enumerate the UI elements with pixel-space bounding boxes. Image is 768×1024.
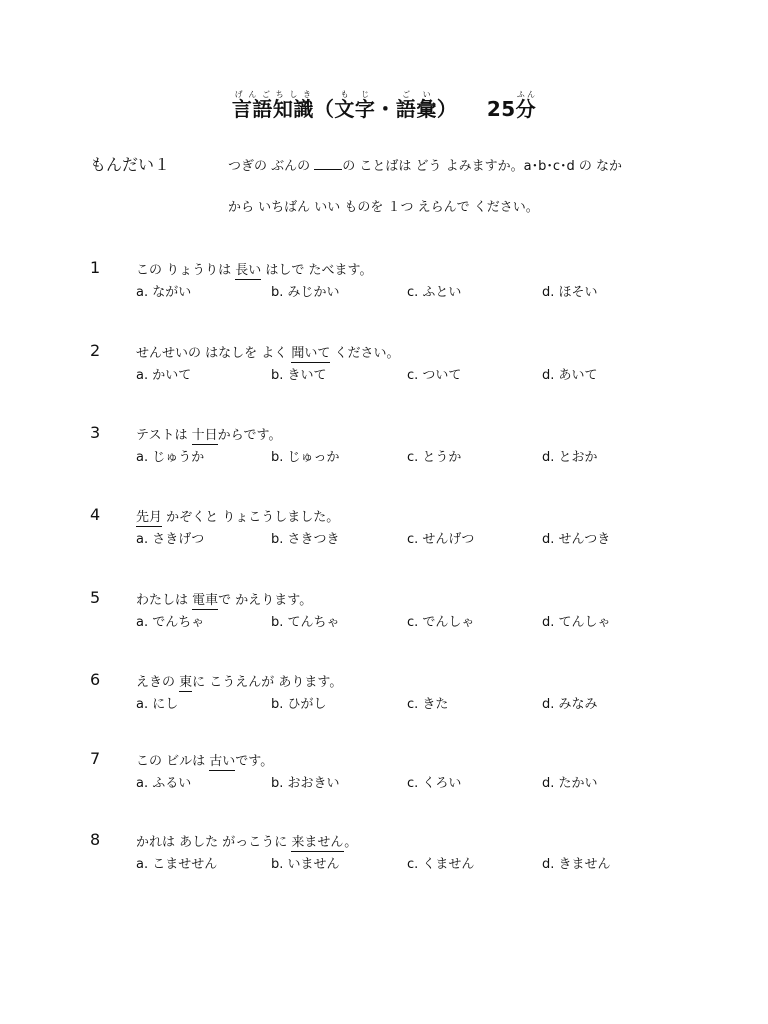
answer-option-d[interactable]: d. ほそい bbox=[542, 285, 598, 300]
underlined-word: 長い bbox=[235, 263, 262, 278]
question-number: 2 bbox=[90, 341, 101, 360]
answer-option-d[interactable]: d. みなみ bbox=[542, 697, 598, 712]
section-label: もんだい１ bbox=[90, 155, 171, 174]
question-number: 4 bbox=[90, 505, 101, 524]
answer-option-c[interactable]: c. ふとい bbox=[407, 285, 462, 300]
blank-line bbox=[314, 159, 342, 170]
answer-option-c[interactable]: c. くろい bbox=[407, 776, 462, 791]
answer-option-b[interactable]: b. さきつき bbox=[271, 532, 340, 547]
answer-option-c[interactable]: c. くません bbox=[407, 857, 475, 872]
answer-option-d[interactable]: d. きません bbox=[542, 857, 611, 872]
answer-option-b[interactable]: b. ひがし bbox=[271, 697, 327, 712]
question-text: テストは 十日からです。 bbox=[136, 428, 282, 443]
instruction-line-1: つぎの ぶんの の ことばは どう よみますか。a･b･c･d の なか bbox=[228, 159, 623, 174]
answer-option-d[interactable]: d. とおか bbox=[542, 450, 598, 465]
question-text: わたしは 電車で かえります。 bbox=[136, 593, 313, 608]
answer-option-b[interactable]: b. てんちゃ bbox=[271, 615, 340, 630]
question-text: えきの 東に こうえんが あります。 bbox=[136, 675, 343, 690]
answer-option-b[interactable]: b. きいて bbox=[271, 368, 327, 383]
answer-option-a[interactable]: a. ながい bbox=[136, 285, 192, 300]
question-number: 7 bbox=[90, 749, 101, 768]
underlined-word: 電車 bbox=[192, 593, 219, 608]
underlined-word: 来ません bbox=[291, 835, 345, 850]
title-segment: 文字もじ bbox=[334, 90, 376, 121]
question-text: 先月 かぞくと りょこうしました。 bbox=[136, 510, 340, 525]
answer-option-a[interactable]: a. こませせん bbox=[136, 857, 218, 872]
answer-option-a[interactable]: a. でんちゃ bbox=[136, 615, 205, 630]
answer-option-d[interactable]: d. あいて bbox=[542, 368, 598, 383]
answer-option-a[interactable]: a. にし bbox=[136, 697, 179, 712]
question-text: かれは あした がっこうに 来ません。 bbox=[136, 835, 358, 850]
answer-option-b[interactable]: b. じゅっか bbox=[271, 450, 340, 465]
answer-option-c[interactable]: c. ついて bbox=[407, 368, 462, 383]
underlined-word: 東 bbox=[179, 675, 193, 690]
instruction-line-2: から いちばん いい ものを １つ えらんで ください。 bbox=[228, 200, 539, 215]
answer-option-b[interactable]: b. いません bbox=[271, 857, 340, 872]
answer-option-c[interactable]: c. とうか bbox=[407, 450, 462, 465]
answer-option-d[interactable]: d. てんしゃ bbox=[542, 615, 611, 630]
question-number: 1 bbox=[90, 258, 101, 277]
question-text: せんせいの はなしを よく 聞いて ください。 bbox=[136, 346, 400, 361]
underlined-word: 十日 bbox=[191, 428, 218, 443]
answer-option-c[interactable]: c. きた bbox=[407, 697, 449, 712]
question-number: 6 bbox=[90, 670, 101, 689]
answer-option-c[interactable]: c. せんげつ bbox=[407, 532, 475, 547]
page-title: 言語知識げんごちしき（文字もじ・語彙ごい） 25分ふん bbox=[231, 90, 537, 121]
answer-option-a[interactable]: a. さきげつ bbox=[136, 532, 205, 547]
answer-option-b[interactable]: b. みじかい bbox=[271, 285, 340, 300]
underlined-word: 聞いて bbox=[291, 346, 331, 361]
question-number: 5 bbox=[90, 588, 101, 607]
question-text: この りょうりは 長い はしで たべます。 bbox=[136, 263, 373, 278]
answer-option-c[interactable]: c. でんしゃ bbox=[407, 615, 475, 630]
answer-option-a[interactable]: a. かいて bbox=[136, 368, 192, 383]
answer-option-b[interactable]: b. おおきい bbox=[271, 776, 340, 791]
title-segment: 語彙ごい bbox=[395, 90, 437, 121]
answer-option-d[interactable]: d. せんつき bbox=[542, 532, 611, 547]
question-number: 8 bbox=[90, 830, 101, 849]
question-text: この ビルは 古いです。 bbox=[136, 754, 274, 769]
time-limit: 25分ふん bbox=[486, 90, 537, 121]
answer-option-a[interactable]: a. じゅうか bbox=[136, 450, 205, 465]
title-segment: 言語知識げんごちしき bbox=[231, 90, 314, 121]
underlined-word: 先月 bbox=[136, 510, 163, 525]
question-number: 3 bbox=[90, 423, 101, 442]
answer-option-d[interactable]: d. たかい bbox=[542, 776, 598, 791]
answer-option-a[interactable]: a. ふるい bbox=[136, 776, 192, 791]
underlined-word: 古い bbox=[209, 754, 236, 769]
